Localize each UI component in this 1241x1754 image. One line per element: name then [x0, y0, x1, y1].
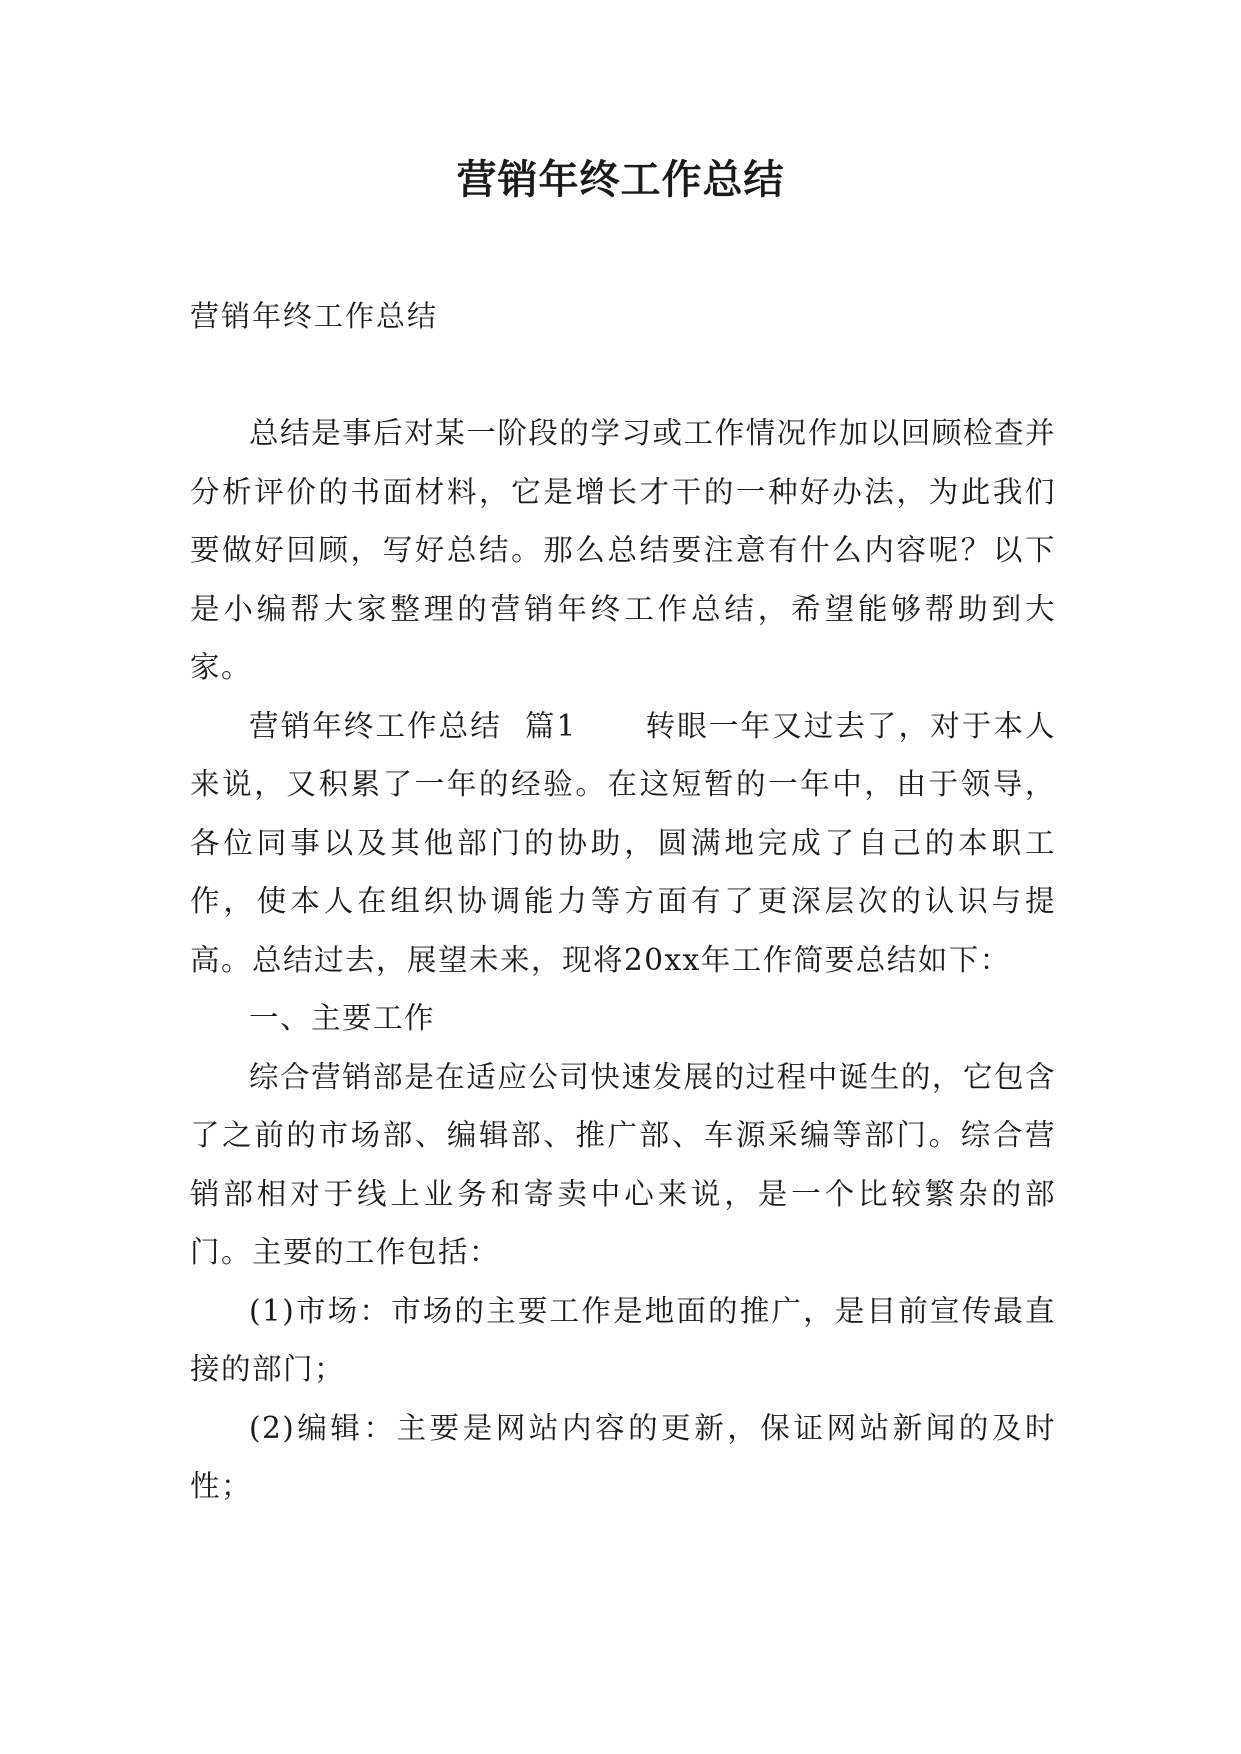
paragraph-section-1: 营销年终工作总结 篇1 转眼一年又过去了，对于本人来说，又积累了一年的经验。在这短暂的一年中，由于领导，各位同事以及其他部门的协助，圆满地完成了自己的本职工作，使本人在组织协调能力等方面有了更深层次的认识与提高。总结过去，展望未来，现将20xx年工作简要总结如下： [190, 708, 1056, 977]
paragraph-department: 综合营销部是在适应公司快速发展的过程中诞生的，它包含了之前的市场部、编辑部、推广部、车源采编等部门。综合营销部相对于线上业务和寄卖中心来说，是一个比较繁杂的部门。主要的工作包括： [190, 1059, 1056, 1269]
list-item-market: (1)市场：市场的主要工作是地面的推广，是目前宣传最直接的部门； [190, 1293, 1056, 1386]
paragraph-intro: 总结是事后对某一阶段的学习或工作情况作加以回顾检查并分析评价的书面材料，它是增长才干的一种好办法，为此我们要做好回顾，写好总结。那么总结要注意有什么内容呢？以下是小编帮大家整理的营销年终工作总结，希望能够帮助到大家。 [190, 416, 1056, 684]
document-subtitle: 营销年终工作总结 [190, 299, 439, 333]
document-title: 营销年终工作总结 [456, 156, 785, 203]
document-body [190, 404, 1056, 1516]
list-item-editing: (2)编辑：主要是网站内容的更新，保证网站新闻的及时性； [190, 1410, 1056, 1503]
heading-main-work: 一、主要工作 [249, 1001, 436, 1035]
